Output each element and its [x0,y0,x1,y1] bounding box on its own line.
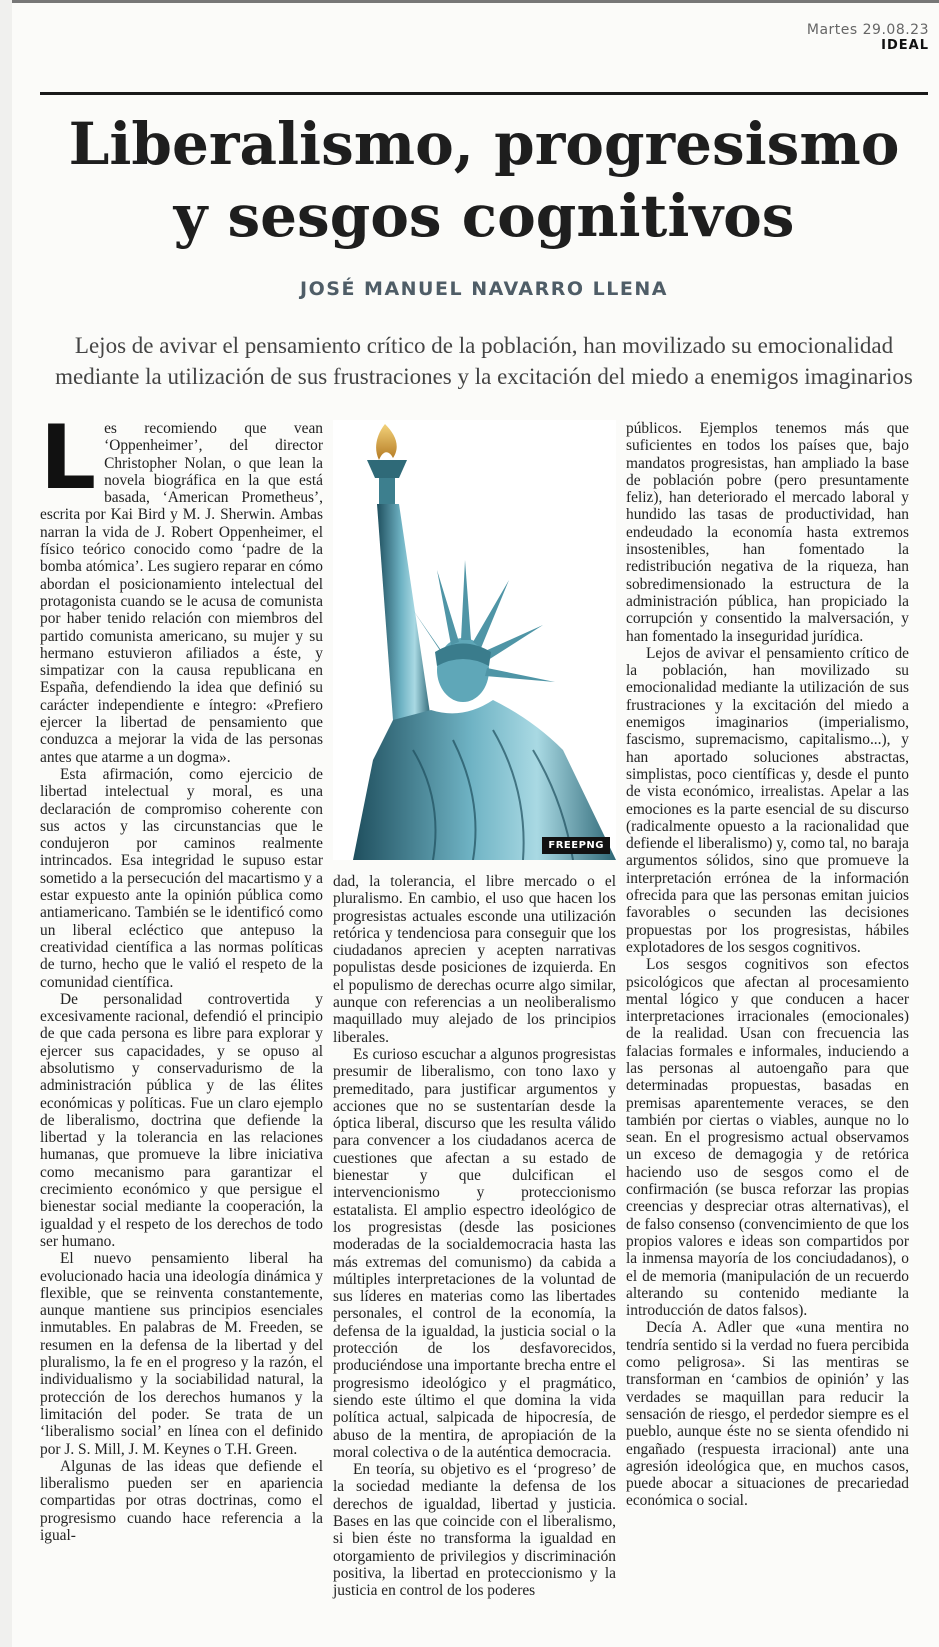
title-rule [40,92,928,95]
publication-name: IDEAL [881,38,929,53]
issue-date: Martes 29.08.23 [806,22,929,38]
masthead [807,22,929,53]
article-deck: Lejos de avivar el pensamiento crítico de la población, han movilizado su emocionalidad mediante la utilización de sus frustraciones y la excitación del miedo a enemigos imaginarios [55,333,913,389]
paragraph: En teoría, su objetivo es el ‘progreso’ de la sociedad mediante la defensa de los derechos de igualdad, libertad y justicia. Bases en las que coincide con el liberalismo, si bien éste no transforma la igualdad en otorgamiento de privilegios y discriminación positiva, la libertad en proteccionismo y la justicia en control de los poderes [333,1461,616,1600]
column-3 [626,420,909,1510]
paragraph: Es curioso escuchar a algunos progresistas presumir de liberalismo, con tono laxo y premeditado, para justificar argumentos y acciones que no se sustentarían desde la óptica liberal, discurso que les resulta válido para convencer a los ciudadanos acerca de cuestiones que afectan a su estado de bienestar y que dulcifican el intervencionismo y proteccionismo estatalista. El amplio espectro ideológico de los progresistas (desde las posiciones moderadas de la socialdemocracia hasta las más extremas del comunismo) da cabida a múltiples interpretaciones de la voluntad de sus líderes en materias como las libertades personales, el control de la economía, la defensa de la igualdad, la justicia social o la protección de los desfavorecidos, produciéndose una importante brecha entre el progresismo ideológico y el pragmático, siendo este último el que domina la vida política actual, salpicada de hipocresía, de abuso de la mentira, de apropiación de la moral colectiva o de la auténtica democracia. [333,1045,616,1461]
author-byline: JOSÉ MANUEL NAVARRO LLENA [300,278,668,300]
facing-page-edge [0,0,12,1647]
paragraph: Algunas de las ideas que defiende el liberalismo pueden ser en apariencia compartidas por otras doctrinas, como el progresismo cuando hace referencia a la igual- [40,1457,323,1544]
title-line-2: y sesgos cognitivos [173,182,795,250]
paragraph: Decía A. Adler que «una mentira no tendría sentido si la verdad no fuera percibida como peligrosa». Si las mentiras se transforman en ‘cambios de opinión’ y las verdades se maquillan para reducir la sensación de riesgo, el perdedor siempre es el pueblo, aunque éste no se sienta ofendido ni engañado (respuesta irracional) ante una agresión ideológica que, en muchos casos, puede abocar a situaciones de precariedad económica o social. [626,1319,909,1510]
paragraph: públicos. Ejemplos tenemos más que suficientes en todos los países que, bajo mandatos progresistas, han ampliado la base de población pobre (pero presuntamente feliz), han deteriorado el mercado laboral y hundido las tasas de productividad, han endeudado la economía hasta extremos insostenibles, han fomentado la redistribución negativa de la riqueza, han sobredimensionado la estructura de la administración pública, han propiciado la corrupción y consentido la malversación, y han fomentado la inseguridad jurídica. [626,420,909,645]
title-line-1: Liberalismo, progresismo [68,110,900,178]
statue-of-liberty-photo [333,420,616,860]
paragraph: Esta afirmación, como ejercicio de libertad intelectual y moral, es una declaración de compromiso coherente con sus actos y las circunstancias que le condujeron por caminos realmente intrincados. Esa integridad le supuso estar sometido a la persecución del macartismo y a estar expuesto ante la opinión pública como antiamericano. También se le identificó como un liberal ecléctico que antepuso la creatividad científica a las normas políticas de turno, hecho que le valió el respeto de la comunidad científica. [40,765,323,991]
top-border [0,0,939,3]
paragraph: dad, la tolerancia, el libre mercado o el pluralismo. En cambio, el uso que hacen los progresistas actuales esconde una utilización retórica y tendenciosa para conseguir que los ciudadanos aprecien y acepten narrativas populistas desde posiciones de izquierda. En el populismo de derechas ocurre algo similar, aunque con referencias a un neoliberalismo maquillado muy alejado de los principios liberales. [333,873,616,1046]
article-title [40,108,928,252]
paragraph [40,406,323,766]
paragraph: El nuevo pensamiento liberal ha evolucionado hacia una ideología dinámica y flexible, que se reinventa constantemente, aunque mantiene sus principios esenciales inmutables. En palabras de M. Freeden, se resumen en la defensa de la libertad y del pluralismo, la fe en el progreso y la razón, el individualismo y la sociabilidad natural, la protección de los derechos humanos y la limitación del poder. Se trata de un ‘liberalismo social’ en línea con el definido por J. S. Mill, J. M. Keynes o T.H. Green. [40,1250,323,1458]
column-2 [333,873,616,1599]
photo-credit: FREEPNG [542,837,610,854]
paragraph: De personalidad controvertida y excesivamente racional, defendió el principio de que cada persona es libre para explorar y ejercer sus capacidades, y se opuso al absolutismo y conservadurismo de la administración pública y de las élites económicas y políticas. Fue un claro ejemplo de liberalismo, doctrina que defiende la libertad y la tolerancia en las relaciones humanas, que promueve la libre iniciativa como mecanismo para garantizar el crecimiento económico y que persigue el bienestar social mediante la cooperación, la igualdad y el respeto de los derechos de todo ser humano. [40,990,323,1250]
column-1 [40,406,323,1544]
drop-cap: L [40,406,97,509]
statue-illustration [333,420,616,860]
paragraph: Los sesgos cognitivos son efectos psicológicos que afectan al procesamiento mental lógico y que conducen a hacer interpretaciones irracionales (emocionales) de la realidad. Usan con frecuencia las falacias formales e informales, induciendo a las personas al autoengaño para que determinadas propuestas, basadas en premisas aparentemente veraces, se den también por ciertas o viables, aunque no lo sean. En el progresismo actual observamos un exceso de demagogia y de retórica haciendo uso de sesgos como el de confirmación (se busca reforzar las propias creencias y despreciar otras alternativas), el de falso consenso (convencimiento de que los propios valores e ideas son compartidos por la inmensa mayoría de los conciudadanos), o el de memoria (manipulación de un recuerdo alterando su contenido mediante la introducción de datos falsos). [626,956,909,1320]
paragraph: Lejos de avivar el pensamiento crítico de la población, han movilizado su emocionalidad mediante la utilización de sus frustraciones y la excitación del miedo a enemigos imaginarios (imperialismo, fascismo, supremacismo, capitalismo...), y han aportado soluciones abstractas, simplistas, poco científicas y, desde el punto de vista económico, irrealistas. Apelar a las emociones es la parte esencial de su discurso (radicalmente opuesto a la racionalidad que defiende el liberalismo) y, como tal, no baraja argumentos sólidos, sino que promueve la interpretación errónea de la información ofrecida para que las personas emitan juicios favorables o secunden las decisiones propuestas por los progresistas, hábiles explotadores de los sesgos cognitivos. [626,644,909,956]
paragraph-text: es recomiendo que vean ‘Oppenheimer’, del director Christopher Nolan, o que lean la novela biográfica en la que está basada, ‘American Prometheus’, escrita por Kai Bird y M. J. Sherwin. Ambas narran la vida de J. Robert Oppenheimer, el físico teórico conocido como ‘padre de la bomba atómica’. Les sugiero reparar en cómo abordan el posicionamiento intelectual del protagonista cuando se le acusa de comunista por haber tenido relación con miembros del partido comunista americano, su mujer y su hermano estuvieron afiliados a éste, y simpatizar con la causa republicana en España, defendiendo la idea que definió su carácter independiente e íntegro: «Prefiero ejercer la libertad de pensamiento que conduzca a mejorar la vida de las personas antes que atarme a un dogma». [40,420,323,766]
